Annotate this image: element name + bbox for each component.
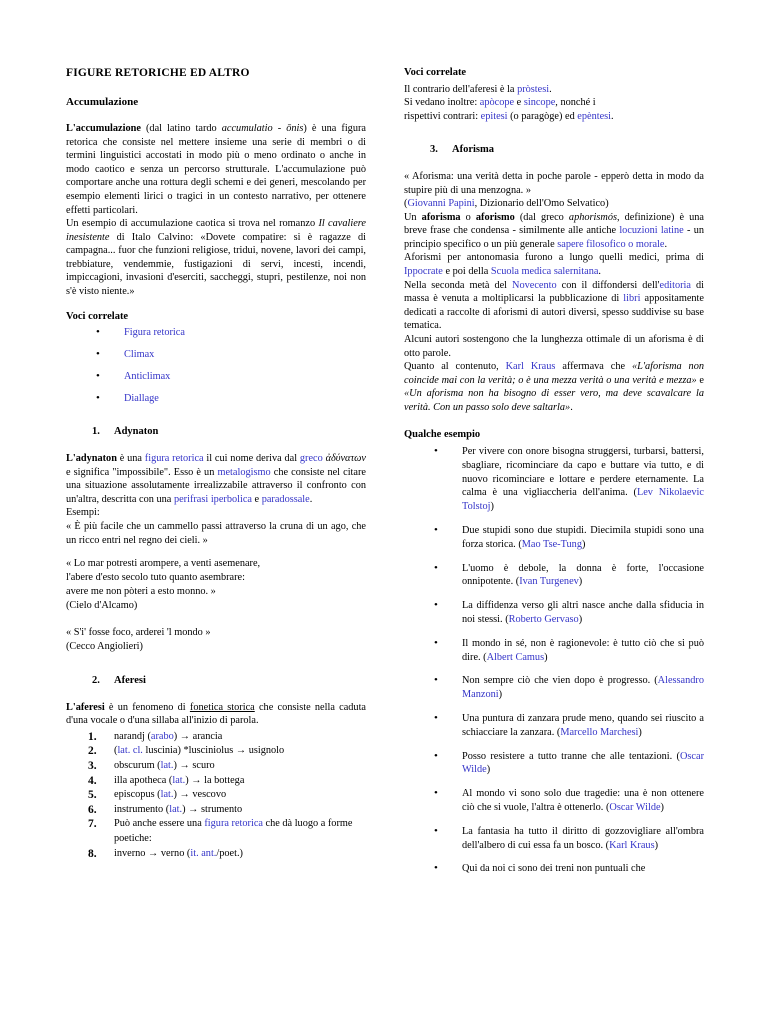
text-d: che consiste nel citare una situazione assolutamente irrealizzabile attraverso il confronto con un'altra, descritta con una — [66, 466, 366, 505]
text-line1-b: . — [549, 83, 552, 95]
aphorism-text: Due stupidi sono due stupidi. Diecimila stupidi sono una forza storica. ( — [462, 525, 704, 550]
text-line3-a: rispettivi contrari: — [404, 110, 481, 122]
text-c: e — [696, 374, 704, 386]
book-title-cavaliere-inesistente: Il cavaliere inesistente — [66, 218, 366, 243]
link-karl-kraus[interactable]: Karl Kraus — [505, 361, 556, 373]
link-author[interactable]: Ivan Turgenev — [519, 576, 579, 588]
quote-adynaton-3 — [66, 626, 366, 654]
aphorism-tail: ) — [490, 501, 494, 513]
link-author[interactable]: Roberto Gervaso — [508, 614, 579, 626]
item-post: ) → vescovo — [173, 789, 227, 801]
paragraph-accumulazione-definition — [66, 122, 366, 217]
term-aforismo: aforismo — [475, 211, 515, 223]
link-perifrasi-iperbolica[interactable]: perifrasi iperbolica — [173, 493, 252, 505]
aphorism-tail: ) — [654, 839, 659, 851]
list-item — [66, 774, 366, 789]
subheading-voci-correlate-left: Voci correlate — [66, 310, 129, 322]
item-pre: narandj ( — [114, 730, 151, 742]
aphorism-examples-list — [404, 445, 704, 876]
link-sapere-filosofico-morale[interactable]: sapere filosofico o morale — [557, 238, 665, 250]
list-item[interactable] — [66, 348, 366, 362]
list-item — [66, 803, 366, 818]
epigraph-attribution — [404, 197, 704, 211]
text-calvino-quote: di Italo Calvino: «Dovete compatire: si è ragazze di campagna... fuor che funzioni religiose, tridui, novene, lavori dei campi, trebbiature, vendemmie, fustigazioni di servi, incesti, incendi, impiccagioni, invasioni d'eserciti, saccheggi, stupri, pestilenze, noi non s'è visto niente.» — [66, 231, 366, 298]
list-item — [404, 825, 704, 853]
aphorism-text: Per vivere con onore bisogna struggersi, turbarsi, battersi, sbagliare, ricominciare da capo e buttare via tutto, e di nuovo ricominciare e lottare e perdere eternamente. La calma è una vigliaccheria dell'anima. ( — [462, 446, 704, 499]
link-apocope[interactable]: apòcope — [479, 97, 515, 109]
link-author[interactable]: Albert Camus — [486, 651, 545, 663]
link-epentesi[interactable]: epèntesi — [577, 110, 612, 122]
paragraph-accumulazione-example — [66, 217, 366, 298]
term-aferesi: L'aferesi — [66, 701, 105, 713]
link-author[interactable]: Mao Tse-Tung — [521, 538, 582, 550]
text-paren-open: ( — [404, 198, 408, 210]
paragraph-related-aferesi — [404, 83, 704, 124]
link-epitesi[interactable]: epitesi — [480, 110, 508, 122]
aphorism-text: L'uomo è debole, la donna è forte, l'occasione onnipotente. ( — [462, 562, 704, 588]
link-diallage[interactable]: Diallage — [124, 392, 159, 404]
link-metalogismo[interactable]: metalogismo — [217, 466, 271, 478]
quote-attribution: (Cielo d'Alcamo) — [66, 599, 138, 611]
list-item — [404, 674, 704, 702]
text-a: è un fenomeno di — [104, 701, 190, 713]
text-f: . — [309, 493, 313, 505]
text-a: Un — [404, 211, 422, 223]
quote-kraus-1: «L'aforisma non coincide mai con la verità; o è una mezza verità o una verità e mezza» — [404, 361, 704, 386]
numbered-heading-aferesi — [66, 674, 366, 688]
term-adynaton: L'adynaton — [66, 453, 117, 465]
text-b: che consiste nella caduta d'una vocale o d'una sillaba all'inizio di parola. — [66, 701, 367, 727]
link-paradossale[interactable]: paradossale — [261, 493, 310, 505]
link-scuola-medica-salernitana[interactable]: Scuola medica salernitana — [490, 266, 599, 278]
text-greek-adynaton: ἀδύνατων — [322, 453, 366, 465]
text-b: affermava che — [555, 361, 632, 373]
link-author[interactable]: Karl Kraus — [609, 839, 655, 851]
link-author[interactable]: Alessandro Manzoni — [462, 675, 704, 701]
link-greco[interactable]: greco — [299, 453, 323, 465]
paragraph-novecento-editoria — [404, 279, 704, 333]
list-item — [404, 712, 704, 740]
aphorism-tail: ) — [638, 726, 642, 738]
section-heading-accumulazione: Accumulazione — [66, 96, 139, 109]
aphorism-tail: ) — [486, 764, 491, 776]
text-c: di massa è venuta a moltiplicarsi la pubblicazione di — [404, 279, 704, 305]
link-lat-cl[interactable]: lat. cl. — [117, 745, 143, 757]
text-e: - un principio specifico o un più generale — [404, 225, 705, 250]
aphorism-tail: ) — [544, 651, 548, 663]
text-c: (dal greco — [514, 211, 569, 223]
text-accumulazione-rest: ) è una figura retorica che consiste nel mettere insieme una serie di membri o di termini linguistici accostati in modo più o meno ordinato o anche in modo caotico e senza un percorso strutturale. L'accumulazione può comportare anche una rottura degli schemi e dei generi, mescolando per esempio elementi lirici o tragici in un contesto narrativo, per ottenere effetti particolari. — [66, 123, 366, 216]
heading-number: 1. — [92, 426, 100, 438]
item-post: che dà luogo a forme poetiche: — [114, 818, 353, 844]
epigraph-aforisma: « Aforisma: una verità detta in poche parole - epperò detta in modo da stupire più di una menzogna. » — [404, 171, 704, 196]
link-author[interactable]: Lev Nikolaevic Tolstoj — [462, 487, 704, 513]
item-pre: inverno → verno ( — [114, 847, 191, 859]
text-c: e significa "impossibile". Esso è un — [66, 466, 218, 478]
link-sincope[interactable]: sincope — [523, 97, 556, 109]
link-libri[interactable]: libri — [623, 293, 641, 305]
subheading-qualche-esempio: Qualche esempio — [404, 429, 481, 441]
list-item — [404, 445, 704, 514]
spacer — [66, 612, 366, 626]
item-post: ) → scuro — [173, 759, 215, 771]
text-b: e poi della — [442, 266, 491, 278]
paragraph-lunghezza-ottimale: Alcuni autori sostengono che la lunghezza ottimale di un aforisma è di otto parole. — [404, 333, 704, 359]
list-item — [66, 788, 366, 803]
heading-number: 3. — [430, 144, 438, 156]
list-item[interactable] — [66, 326, 366, 340]
quote-adynaton-1: « È più facile che un cammello passi attraverso la cruna di un ago, che un ricco entri nel regno dei cieli. » — [66, 521, 366, 546]
text-a: è una — [116, 453, 145, 465]
link-figura-retorica-inline[interactable]: figura retorica — [144, 453, 204, 465]
link-ippocrate[interactable]: Ippocrate — [404, 266, 443, 278]
item-post: luscinia) *lusciniolus → usignolo — [142, 745, 285, 757]
list-item — [404, 524, 704, 552]
list-item — [404, 637, 704, 665]
list-item — [66, 730, 366, 745]
item-pre: instrumento ( — [114, 803, 170, 815]
text-attr-rest: , Dizionario dell'Omo Selvatico) — [474, 198, 609, 210]
text-line1-a: Il contrario dell'aferesi è la — [404, 83, 518, 95]
text-line2-b: e — [514, 97, 524, 109]
text-c: . — [598, 266, 601, 278]
text-d: . — [570, 401, 573, 413]
link-locuzioni-latine[interactable]: locuzioni latine — [619, 225, 684, 237]
aphorism-text: Posso resistere a tutto tranne che alle tentazioni. ( — [462, 750, 680, 762]
text-f: . — [664, 238, 668, 250]
heading-text: Adynaton — [114, 426, 159, 438]
aphorism-tail: ) — [498, 689, 503, 701]
related-links-list — [66, 326, 366, 405]
item-post: /poet.) — [216, 847, 243, 859]
link-author[interactable]: Marcello Marchesi — [560, 726, 639, 738]
page-title: FIGURE RETORICHE ED ALTRO — [66, 67, 250, 79]
item-pre: Può anche essere una — [114, 818, 205, 830]
link-it-ant[interactable]: it. ant. — [190, 847, 217, 859]
two-column-layout — [66, 66, 713, 886]
list-item — [66, 847, 366, 862]
text-a: Quanto al contenuto, — [404, 361, 506, 373]
link-author[interactable]: Oscar Wilde — [609, 802, 661, 813]
list-item[interactable] — [66, 370, 366, 384]
text-b: con il diffondersi dell' — [556, 279, 660, 291]
list-item — [404, 787, 704, 815]
aferesi-examples-list — [66, 730, 366, 861]
link-arabo[interactable]: arabo — [150, 730, 174, 742]
aphorism-tail: ) — [578, 614, 583, 626]
heading-number: 2. — [92, 674, 100, 686]
text-line2-a: Si vedano inoltre: — [404, 97, 480, 109]
quote-line-3: avere me non pòteri a esto monno. » — [66, 585, 216, 597]
text-b: il cui nome deriva dal — [203, 453, 300, 465]
text-line3-c: . — [611, 110, 614, 122]
numbered-heading-aforisma — [404, 143, 704, 157]
paragraph-aforisma-definition — [404, 211, 704, 252]
link-lat[interactable]: lat. — [160, 789, 174, 801]
text-b: o — [460, 211, 476, 223]
text-d: , definizione) è una breve frase che condensa - similmente alle antiche — [404, 211, 704, 237]
aphorism-tail: ) — [578, 576, 583, 588]
quote-line-1: « Lo mar potresti arompere, a venti asemenare, — [66, 558, 261, 570]
list-item — [66, 759, 366, 774]
text-line3-b: (o paragòge) ed — [507, 110, 578, 122]
link-figura-retorica[interactable]: figura retorica — [204, 818, 263, 830]
quote-adynaton-2 — [66, 557, 366, 612]
text-line2-c: , nonché i — [555, 97, 596, 109]
item-post: ) → la bottega — [185, 774, 245, 786]
paragraph-aferesi-definition — [66, 701, 366, 728]
aphorism-text: Qui da noi ci sono dei treni non puntuali che — [462, 863, 646, 875]
quote-kraus-2: «Un aforisma non ha bisogno di esser vero, ma deve scavalcare la verità. Con un passo solo deve saltarla» — [404, 388, 704, 413]
aphorism-text: La diffidenza verso gli altri nasce anche dalla sfiducia in noi stessi. ( — [462, 600, 704, 626]
link-climax[interactable]: Climax — [124, 349, 155, 361]
item-post: ) → arancia — [173, 730, 223, 742]
text-latin-open: (dal latino tardo — [140, 123, 222, 135]
heading-text: Aforisma — [452, 144, 494, 156]
link-lat[interactable]: lat. — [169, 803, 183, 815]
heading-text: Aferesi — [114, 674, 146, 686]
quote-attribution: (Cecco Angiolieri) — [66, 641, 143, 653]
paragraph-adynaton-definition — [66, 452, 366, 506]
link-lat[interactable]: lat. — [160, 759, 174, 771]
link-prostesi[interactable]: pròstesi — [517, 83, 550, 95]
link-anticlimax[interactable]: Anticlimax — [124, 370, 171, 382]
item-pre: obscurum ( — [114, 759, 161, 771]
list-item — [66, 817, 366, 846]
aphorism-text: Al mondo vi sono solo due tragedie: una è non ottenere ciò che si vuole, l'altra è ottenerlo. ( — [462, 788, 704, 813]
aphorism-tail: ) — [660, 802, 664, 813]
quote-line-1: « S'i' fosse foco, arderei 'l mondo » — [66, 627, 211, 639]
paragraph-aforismi-medici — [404, 251, 704, 278]
paragraph-karl-kraus — [404, 360, 704, 414]
link-lat[interactable]: lat. — [172, 774, 186, 786]
aphorism-text: Una puntura di zanzara prude meno, quando sei riuscito a schiacciare la zanzara. ( — [462, 713, 704, 738]
text-d: appositamente dedicati a raccolte di aforismi di autori diversi, spesso suddivise su base tematica. — [404, 293, 704, 332]
numbered-heading-adynaton — [66, 425, 366, 439]
right-column — [404, 66, 704, 886]
aphorism-tail: ) — [581, 538, 586, 550]
term-accumulazione: L'accumulazione — [66, 123, 141, 135]
link-fonetica-storica[interactable]: fonetica storica — [189, 701, 255, 713]
aphorism-text: Il mondo in sé, non è ragionevole: è tutto ciò che si può dire. ( — [462, 637, 704, 663]
term-aforisma: aforisma — [421, 211, 461, 223]
list-item — [404, 599, 704, 627]
quote-line-2: l'abere d'esto secolo tuto quanto asembrare: — [66, 571, 245, 583]
spacer — [66, 547, 366, 557]
link-novecento[interactable]: Novecento — [512, 279, 557, 291]
text-a: Nella seconda metà del — [404, 279, 513, 291]
text-example-intro: Un esempio di accumulazione caotica si trova nel romanzo — [66, 218, 319, 230]
item-pre: episcopus ( — [114, 789, 161, 801]
link-author[interactable]: Oscar Wilde — [462, 750, 704, 776]
subheading-voci-correlate-right: Voci correlate — [404, 67, 467, 78]
link-giovanni-papini[interactable]: Giovanni Papini — [407, 198, 475, 210]
label-esempi: Esempi: — [66, 507, 100, 519]
list-item — [404, 862, 704, 876]
item-pre: ( — [114, 745, 118, 757]
item-post: ) → strumento — [182, 803, 243, 815]
text-latin-italic: accumulatio - ōnis — [221, 123, 304, 135]
list-item — [404, 750, 704, 778]
item-pre: illa apotheca ( — [114, 774, 173, 786]
aphorism-text: La fantasia ha tutto il diritto di gozzovigliare all'ombra dell'albero di cui essa fa un bosco. ( — [462, 825, 704, 851]
text-greek-aphorismos: aphorismós — [568, 211, 617, 223]
left-column — [66, 66, 366, 861]
link-figura-retorica[interactable]: Figura retorica — [124, 327, 185, 339]
link-editoria[interactable]: editoria — [659, 279, 691, 291]
text-a: Aforismi per antonomasia furono a lungo quelli medici, prima di — [404, 252, 704, 264]
aphorism-text: Non sempre ciò che vien dopo è progresso. ( — [462, 675, 658, 687]
list-item[interactable] — [66, 392, 366, 406]
text-e: e — [251, 493, 262, 505]
list-item — [404, 562, 704, 590]
list-item — [66, 744, 366, 759]
